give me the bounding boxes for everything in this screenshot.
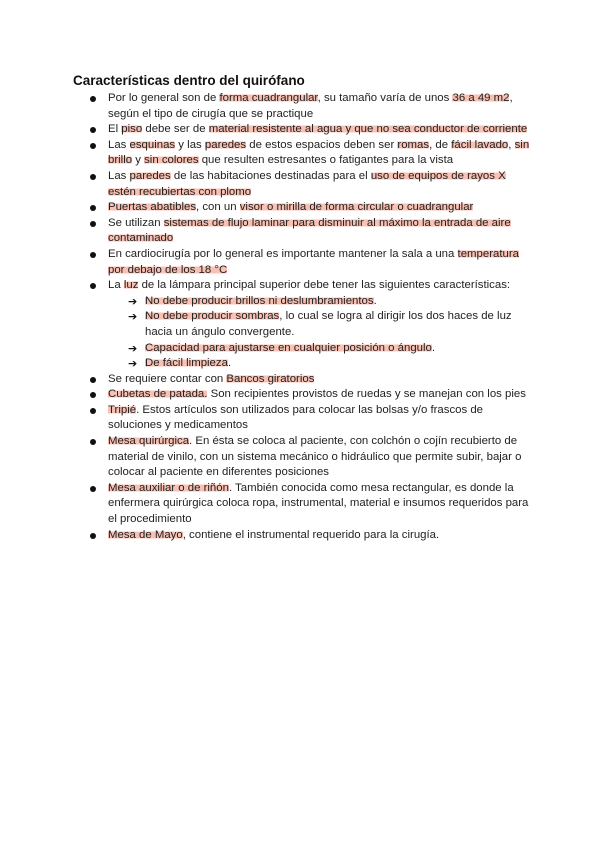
highlighted-text: Mesa de Mayo bbox=[108, 528, 183, 541]
highlighted-text: Mesa auxiliar o de riñón bbox=[108, 481, 229, 494]
text-segment: La bbox=[108, 279, 124, 292]
list-item bbox=[73, 91, 533, 122]
text-segment: , su tamaño varía de unos bbox=[317, 92, 453, 104]
sub-list-item bbox=[108, 356, 533, 372]
highlighted-text: material resistente al agua y que no sea conductor de corriente bbox=[208, 123, 528, 136]
text-segment: . bbox=[373, 294, 377, 307]
document-content bbox=[73, 72, 533, 543]
highlighted-text: Capacidad para ajustarse en cualquier posición o ángulo bbox=[145, 341, 432, 354]
text-segment: , contiene el instrumental requerido para la cirugía. bbox=[182, 528, 440, 541]
list-item bbox=[73, 403, 533, 434]
highlighted-text: romas bbox=[397, 138, 430, 151]
list-item bbox=[73, 216, 533, 247]
text-segment: , según el tipo de cirugía que se practique bbox=[108, 92, 513, 120]
text-segment: . bbox=[227, 357, 232, 370]
highlighted-text: Mesa quirúrgica bbox=[108, 435, 190, 448]
text-segment: , con un bbox=[196, 201, 240, 214]
highlighted-text: No debe producir brillos ni deslumbramientos bbox=[145, 294, 374, 307]
text-segment: . En ésta se coloca al paciente, con colchón o cojín recubierto de material de vinilo, con un sistema mecánico o hidráulico que permite subir, bajar o colocar al paciente en diferentes posiciones bbox=[108, 435, 522, 479]
text-segment: En cardiocirugía por lo general es importante mantener la sala a una bbox=[108, 247, 458, 260]
text-segment: , lo cual se logra al dirigir los dos haces de luz hacia un ángulo convergente. bbox=[145, 310, 512, 338]
highlighted-text: temperatura por debajo de los 18 °C bbox=[108, 247, 519, 276]
text-segment: Las bbox=[108, 138, 130, 151]
highlighted-text: Tripié bbox=[108, 403, 137, 416]
sub-list-item bbox=[108, 309, 533, 340]
list-item bbox=[73, 481, 533, 528]
text-segment: de las habitaciones destinadas para el bbox=[170, 169, 371, 182]
highlighted-text: uso de equipos de rayos X estén recubiertas con plomo bbox=[108, 169, 506, 198]
text-segment: de estos espacios deben ser bbox=[246, 138, 398, 151]
list-item bbox=[73, 528, 533, 544]
list-item bbox=[73, 247, 533, 278]
highlighted-text: fácil lavado bbox=[451, 138, 509, 151]
highlighted-text: No debe producir sombras bbox=[145, 310, 280, 323]
highlighted-text: luz bbox=[123, 279, 139, 292]
highlighted-text: paredes bbox=[204, 138, 247, 151]
highlighted-text: De fácil limpieza bbox=[145, 357, 228, 370]
text-segment: y las bbox=[175, 138, 205, 151]
list-item bbox=[73, 169, 533, 200]
text-segment: . bbox=[431, 341, 436, 354]
sub-list-item bbox=[108, 294, 533, 310]
highlighted-text: Cubetas de patada. bbox=[108, 388, 208, 401]
sub-list bbox=[108, 294, 533, 372]
sub-list-item bbox=[108, 341, 533, 357]
highlighted-text: sin colores bbox=[144, 154, 199, 167]
list-item bbox=[73, 122, 533, 138]
text-segment: Se utilizan bbox=[108, 216, 164, 229]
page-title: Características dentro del quirófano bbox=[73, 73, 305, 88]
highlighted-text: 36 a 49 m2 bbox=[452, 92, 510, 104]
text-segment: de la lámpara principal superior debe tener las siguientes características: bbox=[138, 279, 511, 292]
text-segment: y bbox=[132, 154, 145, 167]
list-item bbox=[73, 372, 533, 388]
list-item bbox=[73, 434, 533, 481]
text-segment: Por lo general son de bbox=[108, 92, 220, 104]
text-segment: Las bbox=[108, 169, 130, 182]
text-segment: Se requiere contar con bbox=[108, 372, 227, 385]
text-segment: El bbox=[108, 123, 122, 136]
highlighted-text: sistemas de flujo laminar para disminuir al máximo la entrada de aire contaminado bbox=[108, 216, 511, 245]
text-segment: debe ser de bbox=[142, 123, 209, 136]
text-segment: Son recipientes provistos de ruedas y se manejan con los pies bbox=[207, 388, 526, 401]
highlighted-text: Bancos giratorios bbox=[226, 372, 315, 385]
highlighted-text: piso bbox=[121, 123, 143, 136]
text-segment: , de bbox=[429, 138, 452, 151]
text-segment: , bbox=[508, 138, 515, 151]
text-segment: que resulten estresantes o fatigantes para la vista bbox=[198, 154, 454, 167]
highlighted-text: Puertas abatibles bbox=[108, 201, 197, 214]
highlighted-text: paredes bbox=[129, 169, 171, 182]
highlighted-text: forma cuadrangular bbox=[219, 92, 318, 104]
list-item bbox=[73, 200, 533, 216]
highlighted-text: visor o mirilla de forma circular o cuadrangular bbox=[239, 201, 474, 214]
highlighted-text: esquinas bbox=[129, 138, 176, 151]
list-item bbox=[73, 138, 533, 169]
highlighted-text: sin brillo bbox=[108, 138, 530, 167]
bullet-list bbox=[73, 91, 533, 543]
text-segment: . También conocida como mesa rectangular, es donde la enfermera quirúrgica coloca ropa, instrumental, material e insumos requeridos para el procedimiento bbox=[108, 481, 529, 526]
text-segment: . Estos artículos son utilizados para colocar las bolsas y/o frascos de soluciones y medicamentos bbox=[108, 403, 484, 432]
list-item bbox=[73, 278, 533, 372]
list-item bbox=[73, 387, 533, 403]
